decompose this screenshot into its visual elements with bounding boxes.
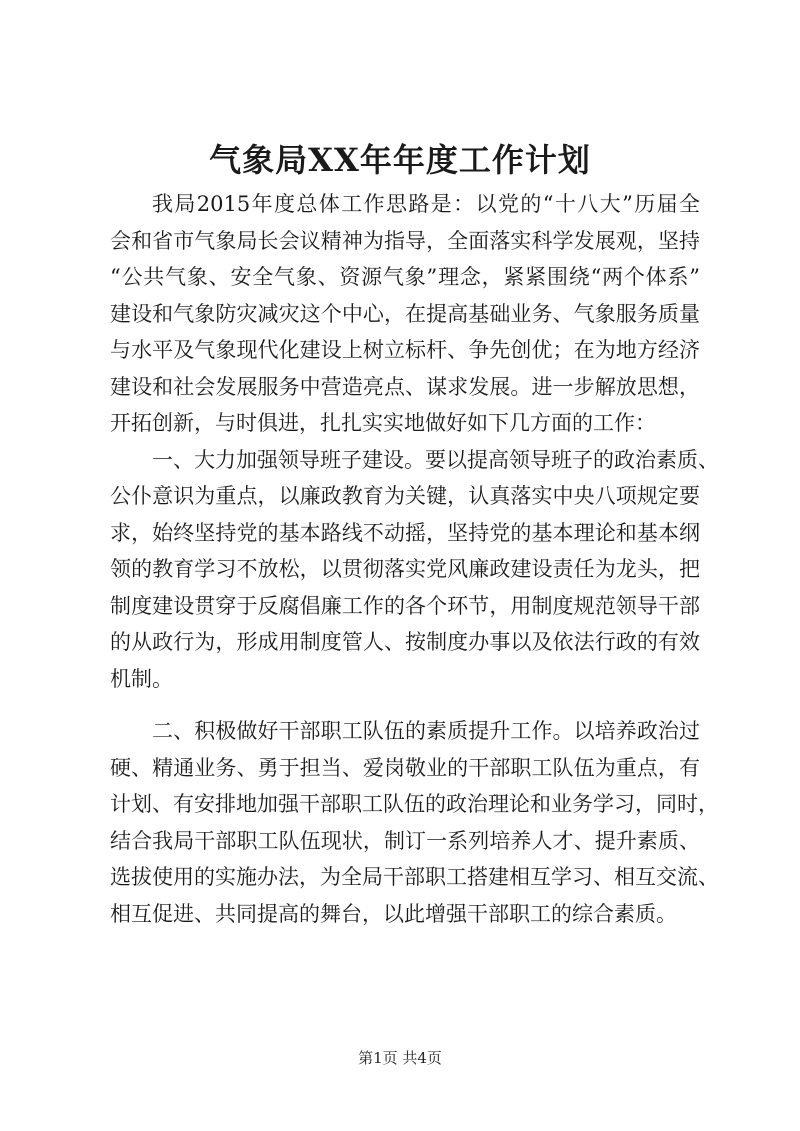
paragraph-line: 开拓创新，与时俱进，扎扎实实地做好如下几方面的工作：	[110, 411, 656, 435]
paragraph-leadership	[110, 442, 719, 698]
paragraph-intro	[110, 186, 700, 442]
paragraph-line: 机制。	[110, 666, 173, 691]
paragraph-line: 求，始终坚持党的基本路线不动摇，坚持党的基本理论和基本纲	[110, 520, 700, 545]
paragraph-line: 建设和气象防灾减灾这个中心，在提高基础业务、气象服务质量	[110, 301, 700, 326]
paragraph-line: 计划、有安排地加强干部职工队伍的政治理论和业务学习，同时，	[110, 792, 719, 816]
paragraph-line: “公共气象、安全气象、资源气象”理念，紧紧围绕“两个体系”	[110, 265, 700, 289]
paragraph-line: 二、积极做好干部职工队伍的素质提升工作。以培养政治过	[152, 719, 700, 743]
paragraph-line: 相互促进、共同提高的舞台，以此增强干部职工的综合素质。	[110, 901, 677, 926]
paragraph-line: 选拔使用的实施办法，为全局干部职工搭建相互学习、相互交流、	[110, 865, 719, 889]
document-body	[110, 186, 719, 932]
document-title: 气象局XX年年度工作计划	[209, 141, 591, 179]
paragraph-line: 一、大力加强领导班子建设。要以提高领导班子的政治素质、	[152, 447, 719, 472]
paragraph-staff	[110, 713, 719, 932]
paragraph-line: 结合我局干部职工队伍现状，制订一系列培养人才、提升素质、	[110, 828, 700, 853]
paragraph-line: 会和省市气象局长会议精神为指导，全面落实科学发展观，坚持	[110, 228, 700, 253]
paragraph-line: 领的教育学习不放松，以贯彻落实党风廉政建设责任为龙头，把	[110, 557, 700, 581]
paragraph-line: 制度建设贯穿于反腐倡廉工作的各个环节，用制度规范领导干部	[110, 593, 700, 618]
paragraph-line: 与水平及气象现代化建设上树立标杆、争先创优；在为地方经济	[110, 338, 700, 362]
paragraph-spacer	[110, 697, 700, 713]
page-number-footer: 第1页 共4页	[358, 1049, 442, 1067]
paragraph-line: 我局2015年度总体工作思路是：以党的“十八大”历届全	[152, 192, 700, 216]
paragraph-line: 公仆意识为重点，以廉政教育为关键，认真落实中央八项规定要	[110, 484, 700, 508]
paragraph-line: 硬、精通业务、勇于担当、爱岗敬业的干部职工队伍为重点，有	[110, 755, 700, 780]
paragraph-line: 建设和社会发展服务中营造亮点、谋求发展。进一步解放思想，	[110, 374, 700, 399]
paragraph-line: 的从政行为，形成用制度管人、按制度办事以及依法行政的有效	[110, 630, 700, 654]
